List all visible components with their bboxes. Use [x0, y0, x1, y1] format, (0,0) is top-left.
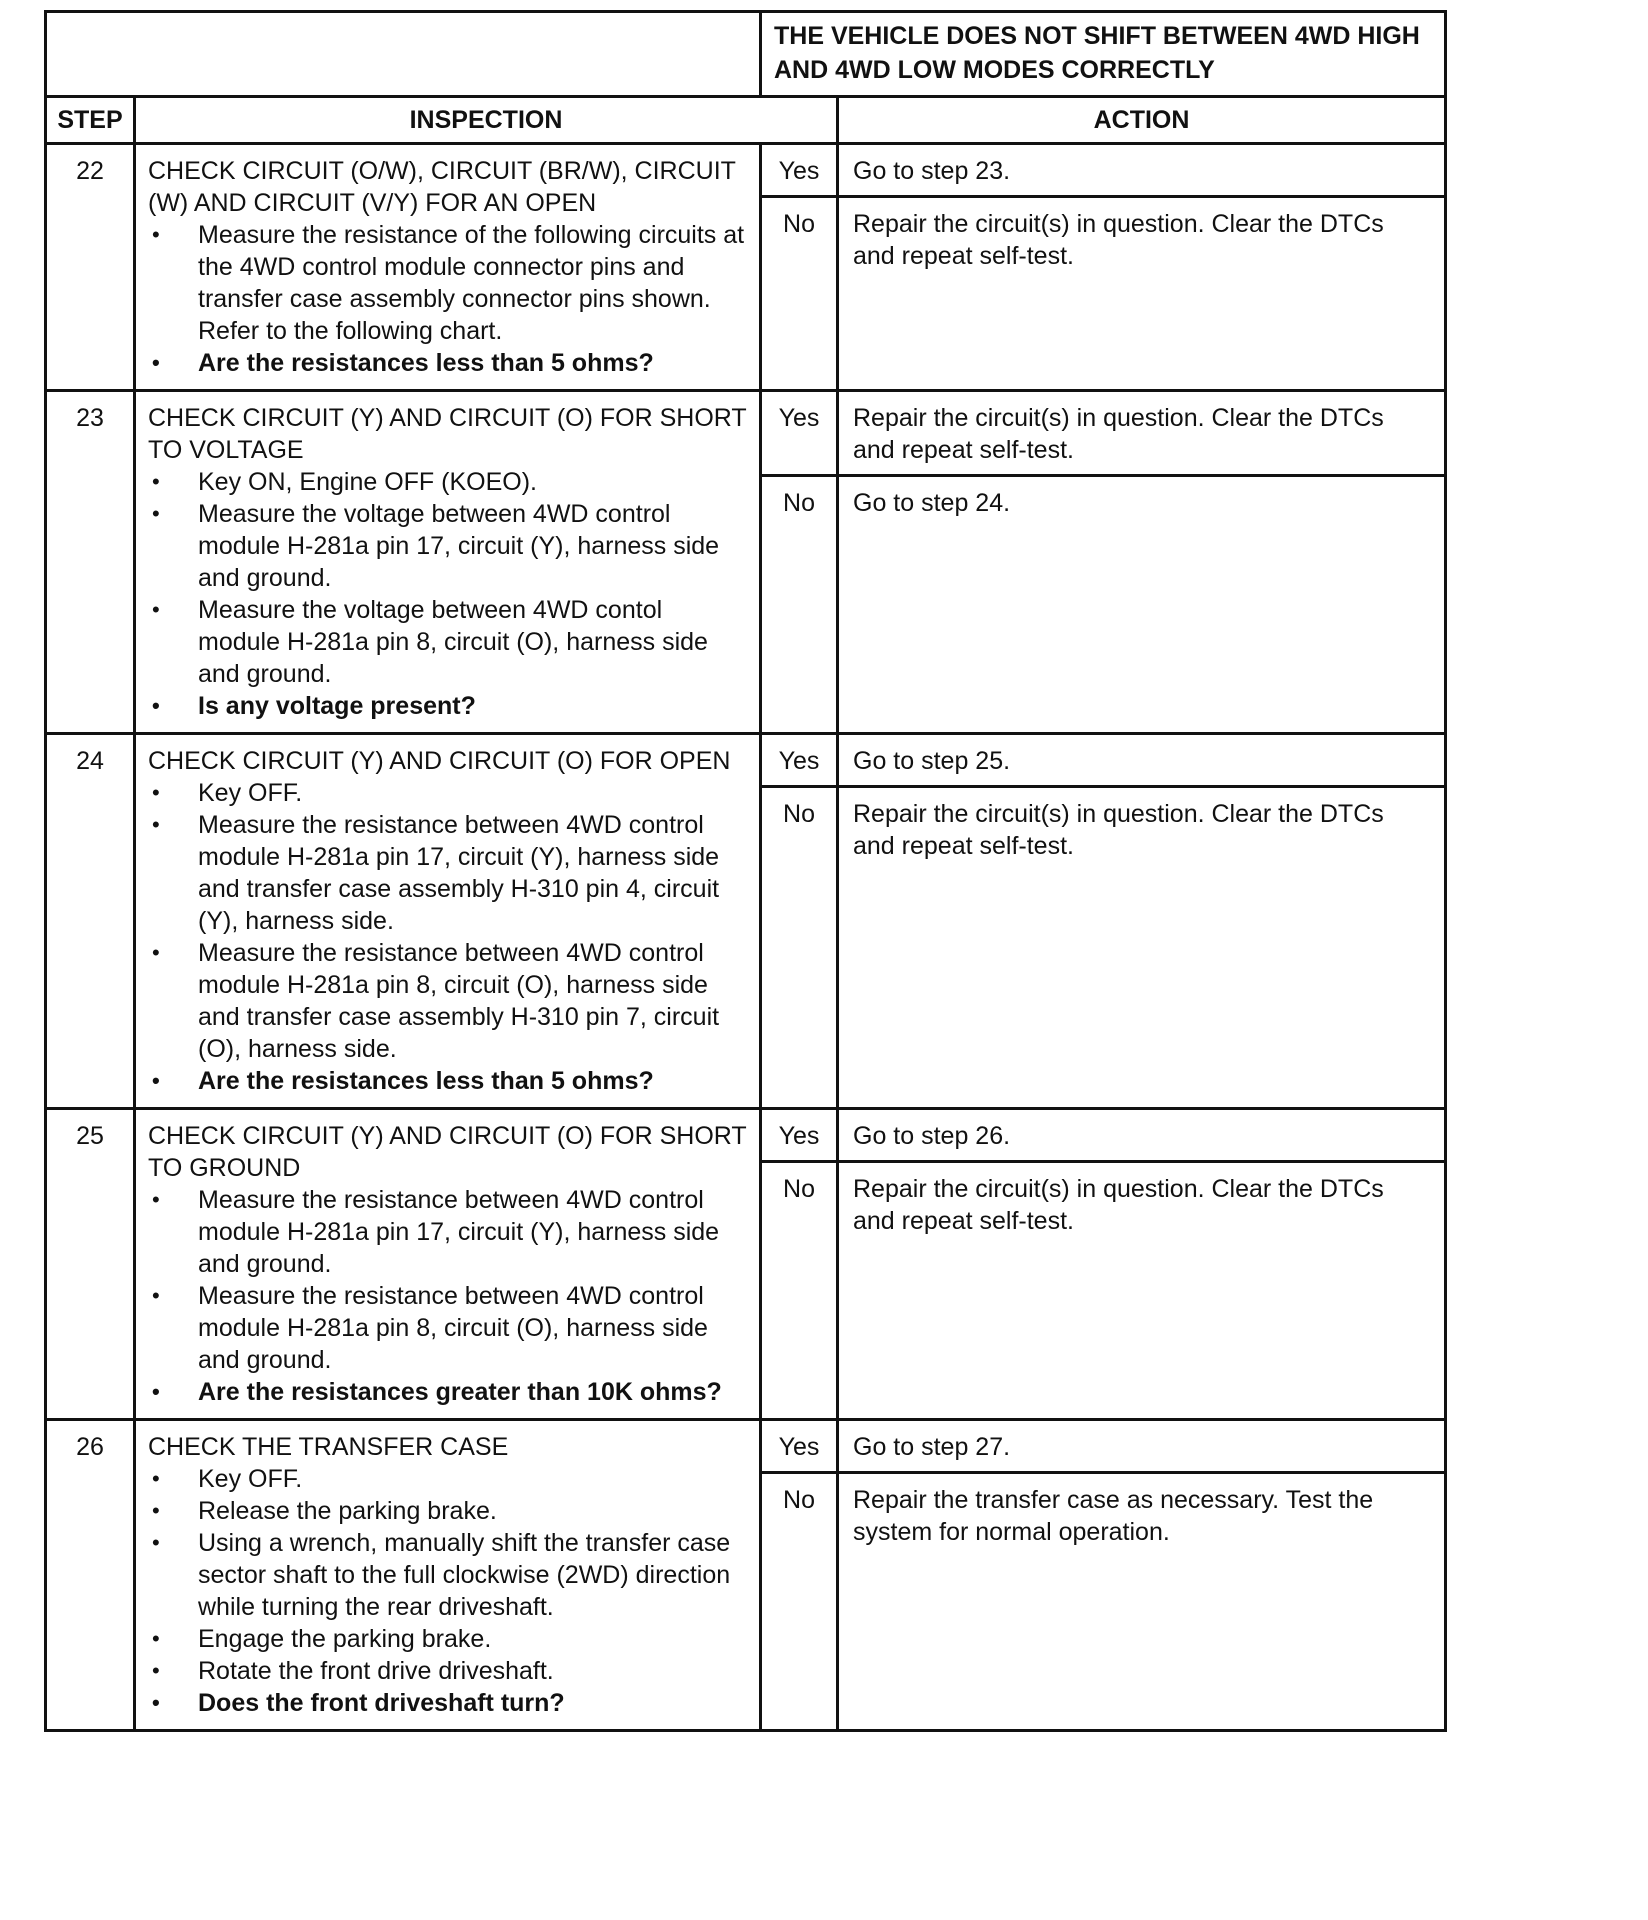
inspection-question: [148, 690, 749, 722]
yes-label: Yes: [762, 145, 839, 195]
bullet-text: Using a wrench, manually shift the transfer case sector shaft to the full clockwise (2WD) direction while turning the rear driveshaft.: [198, 1529, 731, 1621]
inspection-bullet-list: [148, 1184, 749, 1408]
step-row: [46, 734, 1446, 1109]
no-action: Repair the circuit(s) in question. Clear the DTCs and repeat self-test.: [853, 1175, 1384, 1235]
inspection-question: [148, 347, 749, 379]
no-action: Repair the circuit(s) in question. Clear the DTCs and repeat self-test.: [853, 210, 1384, 270]
inspection-question: [148, 1376, 749, 1408]
no-row: [762, 788, 1444, 1107]
inspection-heading: CHECK CIRCUIT (Y) AND CIRCUIT (O) FOR SHORT TO VOLTAGE: [148, 404, 747, 464]
inspection-heading: CHECK CIRCUIT (Y) AND CIRCUIT (O) FOR OPEN: [148, 747, 731, 775]
no-row: [762, 1163, 1444, 1418]
result-cell: [761, 1420, 1446, 1731]
yes-label: Yes: [762, 1421, 839, 1471]
inspection-bullet-list: [148, 466, 749, 722]
bullet-dot-icon: •: [152, 1379, 160, 1404]
yes-row: [762, 1421, 1444, 1474]
bullet-dot-icon: •: [152, 1283, 160, 1308]
yes-label: Yes: [762, 392, 839, 474]
yes-action: Go to step 26.: [853, 1122, 1011, 1150]
result-cell: [761, 1109, 1446, 1420]
result-options: [762, 1421, 1444, 1729]
no-label: No: [762, 1474, 839, 1729]
bullet-text: Measure the voltage between 4WD control module H-281a pin 17, circuit (Y), harness side and ground.: [198, 500, 720, 592]
no-row: [762, 1474, 1444, 1729]
bullet-dot-icon: •: [152, 780, 160, 805]
bullet-dot-icon: •: [152, 469, 160, 494]
inspection-cell: [135, 1109, 761, 1420]
header-row: [46, 97, 1446, 144]
bullet-dot-icon: •: [152, 597, 160, 622]
bullet-dot-icon: •: [152, 1466, 160, 1491]
bullet-dot-icon: •: [152, 1658, 160, 1683]
bullet-dot-icon: •: [152, 1690, 160, 1715]
inspection-cell: [135, 391, 761, 734]
step-row: [46, 1109, 1446, 1420]
inspection-bullet: [148, 594, 749, 690]
bullet-dot-icon: •: [152, 1626, 160, 1651]
steps-body: [46, 144, 1446, 1731]
step-number: 24: [46, 734, 135, 1109]
bullet-text: Measure the voltage between 4WD contol module H-281a pin 8, circuit (O), harness side and ground.: [198, 596, 708, 688]
question-text: Are the resistances greater than 10K ohms?: [198, 1378, 722, 1406]
yes-action: Go to step 27.: [853, 1433, 1011, 1461]
inspection-bullet: [148, 1184, 749, 1280]
no-action: Repair the circuit(s) in question. Clear the DTCs and repeat self-test.: [853, 800, 1384, 860]
bullet-text: Measure the resistance of the following circuits at the 4WD control module connector pins and transfer case assembly connector pins shown. Refer to the following chart.: [198, 221, 745, 345]
bullet-text: Engage the parking brake.: [198, 1625, 492, 1653]
bullet-text: Measure the resistance between 4WD control module H-281a pin 8, circuit (O), harness side and transfer case assembly H-310 pin 7, circuit (O), harness side.: [198, 939, 720, 1063]
inspection-bullet-list: [148, 219, 749, 379]
inspection-bullet: [148, 1280, 749, 1376]
yes-row: [762, 145, 1444, 198]
step-row: [46, 1420, 1446, 1731]
result-options: [762, 145, 1444, 389]
yes-action: Go to step 25.: [853, 747, 1011, 775]
yes-label: Yes: [762, 735, 839, 785]
yes-label: Yes: [762, 1110, 839, 1160]
bullet-text: Measure the resistance between 4WD control module H-281a pin 17, circuit (Y), harness side and transfer case assembly H-310 pin 4, circuit (Y), harness side.: [198, 811, 720, 935]
yes-action: Repair the circuit(s) in question. Clear the DTCs and repeat self-test.: [853, 404, 1384, 464]
question-text: Does the front driveshaft turn?: [198, 1689, 565, 1717]
inspection-heading: CHECK CIRCUIT (Y) AND CIRCUIT (O) FOR SHORT TO GROUND: [148, 1122, 747, 1182]
inspection-column-header: INSPECTION: [135, 97, 838, 144]
no-label: No: [762, 198, 839, 389]
step-row: [46, 391, 1446, 734]
question-text: Is any voltage present?: [198, 692, 476, 720]
question-text: Are the resistances less than 5 ohms?: [198, 349, 654, 377]
result-cell: [761, 144, 1446, 391]
inspection-bullet: [148, 498, 749, 594]
step-row: [46, 144, 1446, 391]
bullet-dot-icon: •: [152, 940, 160, 965]
diagnostic-document: [44, 10, 1444, 1732]
inspection-cell: [135, 734, 761, 1109]
inspection-bullet: [148, 466, 749, 498]
result-options: [762, 392, 1444, 732]
bullet-text: Measure the resistance between 4WD control module H-281a pin 17, circuit (Y), harness side and ground.: [198, 1186, 720, 1278]
bullet-text: Release the parking brake.: [198, 1497, 497, 1525]
step-number: 26: [46, 1420, 135, 1731]
step-column-header: STEP: [46, 97, 135, 144]
title-blank-cell: [46, 12, 761, 97]
bullet-dot-icon: •: [152, 222, 160, 247]
no-label: No: [762, 1163, 839, 1418]
step-number: 23: [46, 391, 135, 734]
bullet-text: Measure the resistance between 4WD control module H-281a pin 8, circuit (O), harness side and ground.: [198, 1282, 708, 1374]
no-row: [762, 198, 1444, 389]
inspection-bullet: [148, 1463, 749, 1495]
result-options: [762, 735, 1444, 1107]
inspection-bullet-list: [148, 777, 749, 1097]
inspection-question: [148, 1065, 749, 1097]
no-label: No: [762, 477, 839, 732]
question-text: Are the resistances less than 5 ohms?: [198, 1067, 654, 1095]
bullet-dot-icon: •: [152, 1498, 160, 1523]
title-row: [46, 12, 1446, 97]
no-action: Repair the transfer case as necessary. Test the system for normal operation.: [853, 1486, 1374, 1546]
bullet-text: Key ON, Engine OFF (KOEO).: [198, 468, 537, 496]
no-label: No: [762, 788, 839, 1107]
bullet-text: Rotate the front drive driveshaft.: [198, 1657, 554, 1685]
inspection-question: [148, 1687, 749, 1719]
inspection-bullet: [148, 937, 749, 1065]
yes-row: [762, 735, 1444, 788]
bullet-dot-icon: •: [152, 1187, 160, 1212]
inspection-heading: CHECK THE TRANSFER CASE: [148, 1433, 509, 1461]
diagnostic-table: [44, 10, 1447, 1732]
yes-row: [762, 1110, 1444, 1163]
inspection-bullet: [148, 777, 749, 809]
bullet-dot-icon: •: [152, 501, 160, 526]
action-column-header: ACTION: [838, 97, 1446, 144]
yes-row: [762, 392, 1444, 477]
inspection-bullet: [148, 1527, 749, 1623]
bullet-dot-icon: •: [152, 812, 160, 837]
bullet-text: Key OFF.: [198, 779, 303, 807]
result-options: [762, 1110, 1444, 1418]
inspection-bullet: [148, 219, 749, 347]
inspection-cell: [135, 1420, 761, 1731]
inspection-heading: CHECK CIRCUIT (O/W), CIRCUIT (BR/W), CIRCUIT (W) AND CIRCUIT (V/Y) FOR AN OPEN: [148, 157, 736, 217]
inspection-cell: [135, 144, 761, 391]
inspection-bullet: [148, 1655, 749, 1687]
no-action: Go to step 24.: [853, 489, 1011, 517]
page-title: THE VEHICLE DOES NOT SHIFT BETWEEN 4WD HIGH AND 4WD LOW MODES CORRECTLY: [761, 12, 1446, 97]
bullet-dot-icon: •: [152, 350, 160, 375]
inspection-bullet: [148, 1623, 749, 1655]
step-number: 22: [46, 144, 135, 391]
bullet-dot-icon: •: [152, 693, 160, 718]
result-cell: [761, 391, 1446, 734]
bullet-text: Key OFF.: [198, 1465, 303, 1493]
inspection-bullet-list: [148, 1463, 749, 1719]
result-cell: [761, 734, 1446, 1109]
bullet-dot-icon: •: [152, 1068, 160, 1093]
step-number: 25: [46, 1109, 135, 1420]
bullet-dot-icon: •: [152, 1530, 160, 1555]
inspection-bullet: [148, 809, 749, 937]
inspection-bullet: [148, 1495, 749, 1527]
no-row: [762, 477, 1444, 732]
yes-action: Go to step 23.: [853, 157, 1011, 185]
